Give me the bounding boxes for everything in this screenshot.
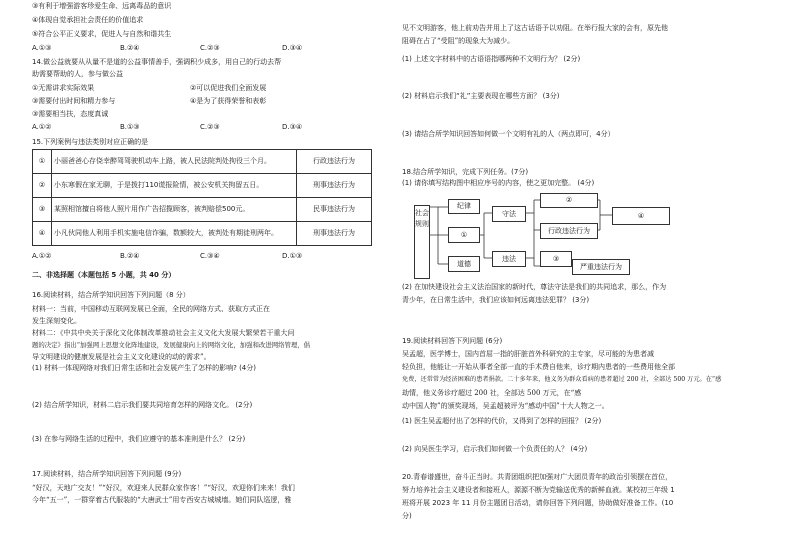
q15-case-table: [32, 149, 372, 246]
q16-sub-3: (3) 在参与网络生活的过程中，我们应遵守的基本准则是什么？ (2分): [32, 435, 246, 443]
diagram-node-blank-1: ①: [448, 227, 480, 243]
table-row: [33, 150, 372, 174]
q13-choice-a: A.①③: [32, 44, 52, 52]
diagram-node-serious: 严重违法行为: [572, 259, 630, 275]
q16-sub-2: (2) 结合所学知识，材料二启示我们要共同培育怎样的网络文化。 (2分): [32, 401, 253, 409]
q15-choice-a: A.①②: [32, 252, 52, 260]
q15-stem: 15.下列案例与违法类别对应正确的是: [32, 138, 149, 146]
diagram-node-blank-2: ②: [540, 193, 598, 208]
diagram-node-administrative: 行政违法行为: [540, 223, 598, 239]
q16-material-2c: 导文明建设的健康发展是社会主义文化建设的动的需求”。: [32, 353, 211, 361]
diagram-node-law-abiding: 守法: [492, 206, 526, 222]
q17-sub-3: (3) 请结合所学知识回答如何做一个文明有礼的人（两点即可，4分）: [402, 130, 615, 138]
q19-material-4: 劫情，他义务诊疗超过 200 社，全部达 500 万元，在“感: [402, 389, 582, 397]
q17-material-cont-2: 阻碍在占了“受阻”的现象大为减少。: [402, 37, 515, 45]
q16-title: 16.阅读材料，结合所学知识回答下列问题（8 分）: [32, 291, 190, 299]
case-type: 民事违法行为: [297, 198, 372, 222]
q19-material-2: 轻负担，他能让一开始从事者全部一直的手术费自他来，诊疗期内患者的一些费用他全部: [402, 363, 675, 371]
case-type: 刑事违法行为: [297, 174, 372, 198]
case-text: 某照相馆擅自将他人照片用作广告招揽顾客，被判赔偿500元。: [52, 198, 297, 222]
q17-title: 17.阅读材料，结合所学知识回答下列问题 (9分): [32, 470, 182, 478]
q14-option-4: ④是为了获得荣誉和表彰: [190, 97, 267, 105]
q17-material-2: 今年“五一”，一群穿着古代服装的“大唐武士”用专西安古城城墙。她们同队巡逻，雅: [32, 496, 292, 504]
case-number: ③: [33, 198, 52, 222]
q15-choice-c: C.③④: [200, 252, 220, 260]
q20-line-1: 20.青春谱盛世，奋斗正当时。共青团组织把加强对广大团员青年的政治引领摆在首位，: [402, 473, 673, 481]
q14-option-1: ①无需讲求实际效果: [32, 84, 95, 92]
q18-sub-2b: 青少年，在日常生活中，我们应该如何远离违法犯罪？ (3分): [402, 296, 590, 304]
q14-option-3: ③需要付出时间和精力参与: [32, 97, 116, 105]
q16-material-1a: 材料一：当前，中国移动互联网发展已全面，全民的网络方式、获取方式正在: [32, 305, 270, 313]
q18-sub-1: (1) 请你填写结构图中相应序号的内容，使之更加完整。 (4分): [402, 179, 595, 187]
diagram-node-blank-3: ③: [540, 251, 572, 267]
q16-sub-1: (1) 材料一体现网络对我们日常生活和社会发展产生了怎样的影响? (4分): [32, 364, 256, 372]
table-row: [33, 198, 372, 222]
q13-option-3: ③有利于增强游客珍爱生命、远离毒品的意识: [32, 2, 172, 10]
diagram-node-morality: 道德: [448, 256, 480, 272]
case-number: ①: [33, 150, 52, 174]
diagram-node-discipline: 纪律: [448, 199, 480, 214]
q13-option-4: ④体现自觉承担社会责任的价值追求: [32, 16, 144, 24]
q16-material-2b: 题的决定》指出“加强网上思想文化阵地建设，发展健康向上的网络文化，加强和改进网络管理，倡: [32, 341, 311, 349]
q18-title: 18.结合所学知识，完成下列任务。(7分): [402, 168, 529, 176]
q19-material-3: 免费，还常常为经济困难的患者捐款。二十多年来，他义务为群众看病的患者超过 200 社，全部达 500 万元。在“感: [402, 376, 722, 383]
case-text: 小东寒假在家无聊，于是拨打110谎报险情，被公安机关拘留五日。: [52, 174, 297, 198]
q15-choice-d: D.①③: [282, 252, 303, 260]
q14-stem-1: 14.做公益就要从从量不是道的公益事情善手，强调积少成多，用自己的行动去帮: [32, 58, 282, 66]
case-text: 小凡伙同他人利用手机实施电信诈骗，数额较大，被判处有期徒刑两年。: [52, 222, 297, 246]
case-type: 行政违法行为: [297, 150, 372, 174]
q19-sub-1: (1) 医生吴孟超付出了怎样的代价，又得到了怎样的回报？ (2分): [402, 417, 602, 425]
q13-choice-d: D.③④: [282, 44, 303, 52]
q14-choice-d: D.③④: [282, 123, 303, 131]
q15-choice-b: B.②④: [120, 252, 140, 260]
q13-option-5: ⑤符合公平正义要求，促进人与自然和谐共生: [32, 30, 172, 38]
q19-sub-2: (2) 向吴医生学习，启示我们如何做一个负责任的人？ (4分): [402, 445, 588, 453]
q20-line-4: 分): [402, 512, 412, 520]
q19-material-5: 动中国人物”的颁奖现场，吴孟超被评为“感动中国”十大人物之一。: [402, 402, 609, 410]
q19-title: 19.阅读材料回答下列问题 (6分): [402, 337, 503, 345]
diagram-root: 社会规则: [414, 205, 430, 279]
q16-material-1b: 发生深刻变化。: [32, 317, 81, 325]
q14-option-3b: ③需要相当扶，态度真诚: [32, 110, 109, 118]
q19-material-1: 吴孟超，医学博士，国内首屈一指的肝脏首外科研究的主专家，尽可能的为患者减: [402, 350, 654, 358]
q20-line-3: 班将开展 2023 年 11 月份主题团日活动，请你回答下列问题，协助做好准备工作。(10: [402, 499, 674, 507]
table-row: [33, 222, 372, 246]
q13-choice-b: B.②④: [120, 44, 140, 52]
case-number: ②: [33, 174, 52, 198]
q14-stem-2: 助需要帮助的人，参与做公益: [32, 70, 123, 78]
q13-choice-c: C.②③: [200, 44, 220, 52]
q16-material-2a: 材料二：《中共中央关于深化文化体制改革推动社会主义文化大发展大繁荣若干重大问: [32, 329, 295, 337]
q14-choice-c: C.②③: [200, 123, 220, 131]
table-row: [33, 174, 372, 198]
section-heading: 二、非选择题（本题包括 5 小题，共 40 分）: [32, 271, 176, 279]
q17-material-1: “好汉，天地广交友！”“好汉，欢迎来人民群众家作客！”“好汉，欢迎你们来来！我们: [32, 484, 295, 492]
q14-option-2: ②可以促进我们全面发展: [190, 84, 267, 92]
q14-choice-b: B.①③: [120, 123, 140, 131]
diagram-node-blank-4: ④: [612, 207, 670, 225]
q17-sub-1: (1) 上述文字材料中的古语语指哪两种不文明行为？ (2分): [402, 55, 581, 63]
q17-sub-2: (2) 材料启示我们“礼”主要表现在哪些方面？ (3分): [402, 92, 560, 100]
case-number: ④: [33, 222, 52, 246]
q20-line-2: 努力培养社会主义建设者和接班人，源源不断为党输送优秀的新鲜血液。某校初三年级 1: [402, 486, 675, 494]
case-text: 小丽爸爸心存侥幸醉驾驾驶机动车上路，被人民法院判处拘役三个月。: [52, 150, 297, 174]
diagram-node-illegal: 违法: [492, 251, 526, 267]
case-type: 刑事违法行为: [297, 222, 372, 246]
q17-material-cont-1: 见不文明游客，他上前劝告并用上了这古话语予以劝阻。在举行报大家的会有，原先他: [402, 24, 668, 32]
q18-sub-2a: (2) 在加快建设社会主义法治国家的新时代，尊法守法是我们的共同追求，那么，作为: [402, 283, 667, 291]
q14-choice-a: A.①②: [32, 123, 52, 131]
